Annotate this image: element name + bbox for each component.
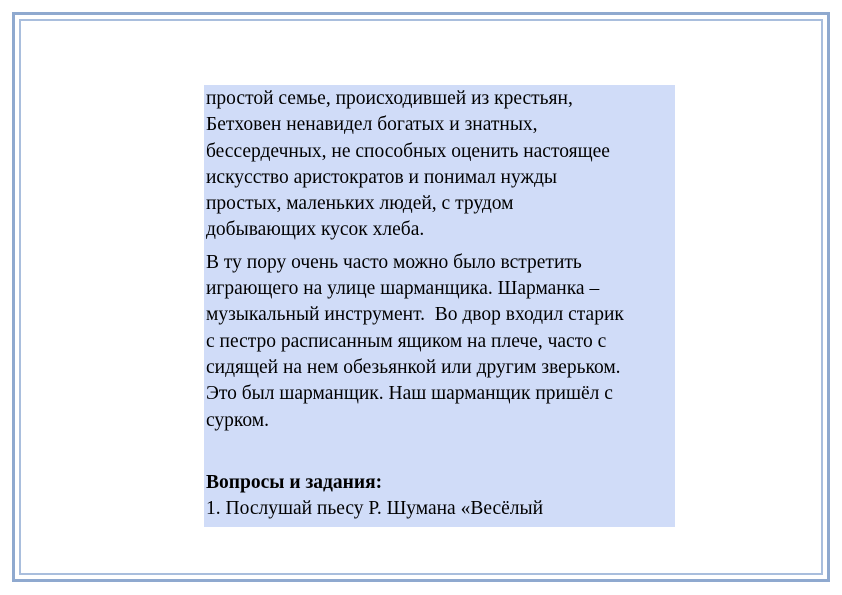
questions-heading: Вопросы и задания: xyxy=(206,471,383,493)
text-line: Бетховен ненавидел богатых и знатных, xyxy=(206,114,538,136)
task-item: 1. Послушай пьесу Р. Шумана «Весёлый xyxy=(206,498,544,520)
text-line: музыкальный инструмент. Во двор входил старик xyxy=(206,304,624,326)
text-line: играющего на улице шарманщика. Шарманка – xyxy=(206,278,600,300)
text-line: бессердечных, не способных оценить настоящее xyxy=(206,140,610,162)
paragraph-organ-grinder xyxy=(206,250,675,434)
text-line: сидящей на нем обезьянкой или другим зверьком. xyxy=(206,356,621,378)
text-line: добывающих кусок хлеба. xyxy=(206,219,425,241)
text-line: В ту пору очень часто можно было встретить xyxy=(206,251,582,273)
text-line: простой семье, происходившей из крестьян, xyxy=(206,88,573,109)
text-line: сурком. xyxy=(206,409,269,431)
spacer xyxy=(206,434,675,470)
paragraph-beethoven xyxy=(206,86,675,244)
text-box xyxy=(204,85,675,527)
text-line: Это был шарманщик. Наш шарманщик пришёл с xyxy=(206,383,613,405)
text-line: с пестро расписанным ящиком на плече, часто с xyxy=(206,330,607,352)
text-line: искусство аристократов и понимал нужды xyxy=(206,166,557,188)
text-line: простых, маленьких людей, с трудом xyxy=(206,193,514,215)
